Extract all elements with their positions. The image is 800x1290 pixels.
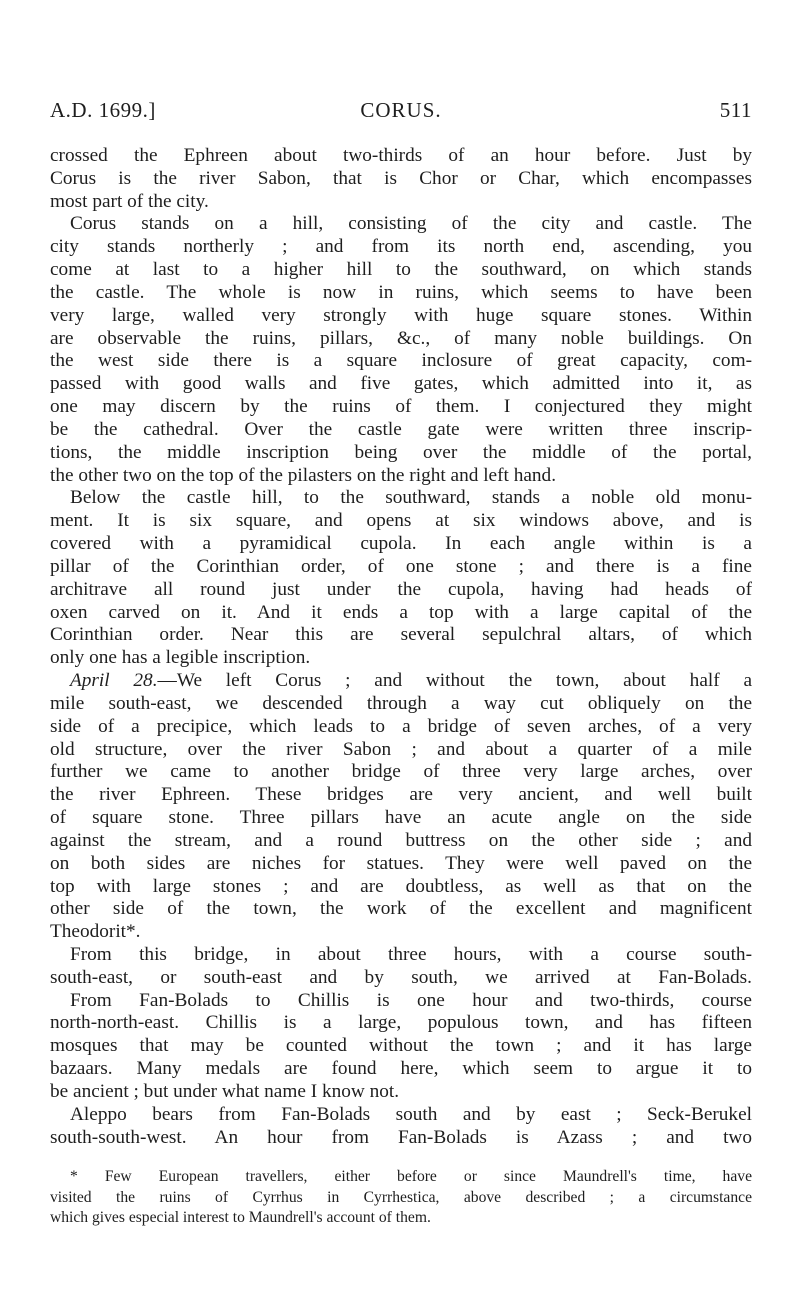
- text-line: come at last to a higher hill to the southward, on which stands: [50, 259, 752, 281]
- text-line: the other two on the top of the pilasters on the right and left hand.: [50, 464, 557, 486]
- text-line: the castle. The whole is now in ruins, which seems to have been: [50, 281, 752, 303]
- text-line: bazaars. Many medals are found here, which seem to argue it to: [50, 1058, 752, 1080]
- text-line: covered with a pyramidical cupola. In each angle within is a: [50, 533, 752, 555]
- text-line: [50, 670, 752, 693]
- text-line: one may discern by the ruins of them. I conjectured they might: [50, 396, 752, 418]
- text-line: Corinthian order. Near this are several sepulchral altars, of which: [50, 624, 752, 646]
- text-line: passed with good walls and five gates, which admitted into it, as: [50, 373, 752, 395]
- text-line: only one has a legible inscription.: [50, 647, 311, 669]
- footnote: [50, 1167, 752, 1229]
- text-line: the west side there is a square inclosure of great capacity, com-: [50, 350, 752, 372]
- text-line: be ancient ; but under what name I know not.: [50, 1080, 400, 1102]
- text-line: on both sides are niches for statues. They were well paved on the: [50, 852, 752, 874]
- text-line: Theodorit*.: [50, 921, 141, 943]
- text-line: most part of the city.: [50, 190, 209, 212]
- text-line: north-north-east. Chillis is a large, populous town, and has fifteen: [50, 1012, 752, 1034]
- text-line-rest: —We left Corus ; and without the town, about half a: [157, 670, 752, 692]
- text-line: Below the castle hill, to the southward, stands a noble old monu-: [70, 487, 752, 509]
- text-line: crossed the Ephreen about two-thirds of an hour before. Just by: [50, 145, 752, 166]
- footnote-line: which gives especial interest to Maundrell's account of them.: [50, 1209, 431, 1226]
- text-line: oxen carved on it. And it ends a top with a large capital of the: [50, 601, 752, 623]
- text-line: other side of the town, the work of the excellent and magnificent: [50, 898, 752, 920]
- text-line: side of a precipice, which leads to a bridge of seven arches, of a very: [50, 715, 752, 737]
- header-title: CORUS.: [360, 98, 442, 122]
- text-line: old structure, over the river Sabon ; and about a quarter of a mile: [50, 738, 752, 760]
- text-line: Aleppo bears from Fan-Bolads south and by east ; Seck-Berukel: [70, 1103, 752, 1125]
- text-line: south-east, or south-east and by south, we arrived at Fan-Bolads.: [50, 966, 752, 988]
- text-line: architrave all round just under the cupola, having had heads of: [50, 578, 752, 600]
- text-line: From this bridge, in about three hours, with a course south-: [70, 943, 752, 965]
- text-line: against the stream, and a round buttress on the other side ; and: [50, 829, 752, 851]
- footnote-line: * Few European travellers, either before or since Maundrell's time, have: [70, 1168, 752, 1185]
- text-line: tions, the middle inscription being over the middle of the portal,: [50, 441, 752, 463]
- text-line: of square stone. Three pillars have an acute angle on the side: [50, 807, 752, 829]
- footnote-line: visited the ruins of Cyrrhus in Cyrrhestica, above described ; a circumstance: [50, 1188, 752, 1206]
- text-line: Corus is the river Sabon, that is Chor or Char, which encompasses: [50, 167, 752, 189]
- text-line: south-south-west. An hour from Fan-Bolads is Azass ; and two: [50, 1126, 752, 1148]
- text-line: very large, walled very strongly with huge square stones. Within: [50, 304, 752, 326]
- header-date: A.D. 1699.]: [50, 98, 156, 122]
- body-text: [50, 145, 752, 1149]
- text-line: mile south-east, we descended through a way cut obliquely on the: [50, 692, 752, 714]
- page-number: 511: [719, 98, 752, 122]
- text-line: are observable the ruins, pillars, &c., of many noble buildings. On: [50, 327, 752, 349]
- text-line: city stands northerly ; and from its north end, ascending, you: [50, 236, 752, 258]
- text-line: the river Ephreen. These bridges are very ancient, and well built: [50, 784, 752, 806]
- text-line: be the cathedral. Over the castle gate were written three inscrip-: [50, 418, 752, 440]
- text-line: pillar of the Corinthian order, of one stone ; and there is a fine: [50, 555, 752, 577]
- text-line: Corus stands on a hill, consisting of the city and castle. The: [70, 213, 752, 235]
- text-line: ment. It is six square, and opens at six windows above, and is: [50, 510, 752, 532]
- date-april-28: April 28.: [70, 670, 158, 692]
- text-line: further we came to another bridge of three very large arches, over: [50, 761, 752, 783]
- running-head: [50, 98, 752, 128]
- text-line: mosques that may be counted without the town ; and it has large: [50, 1035, 752, 1057]
- text-line: From Fan-Bolads to Chillis is one hour and two-thirds, course: [70, 989, 752, 1011]
- text-line: top with large stones ; and are doubtless, as well as that on the: [50, 875, 752, 897]
